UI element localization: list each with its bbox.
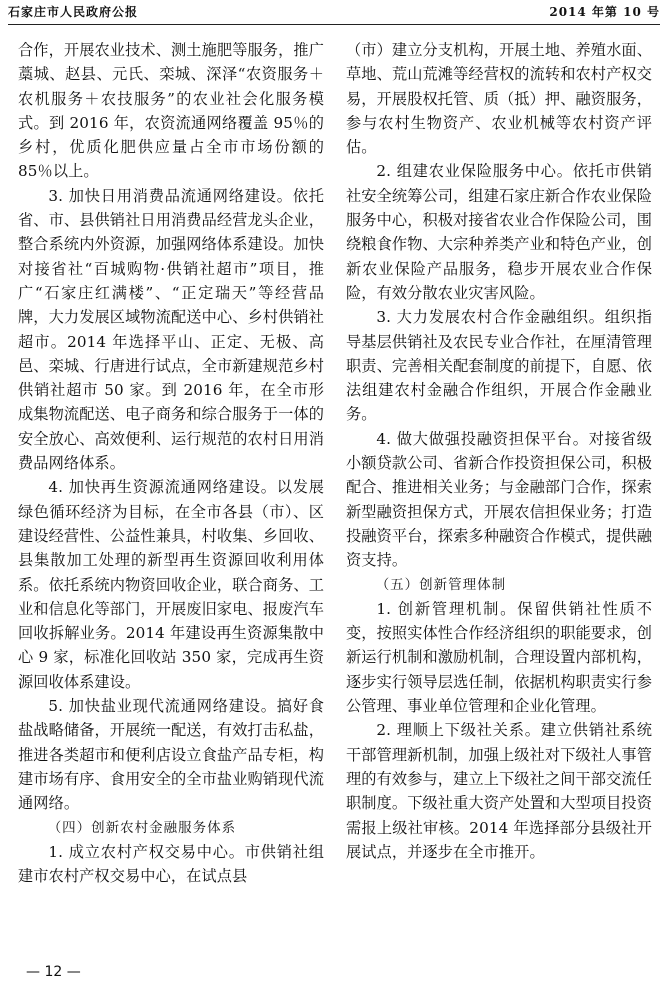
- page-number: — 12 —: [26, 964, 81, 980]
- paragraph: 2. 组建农业保险服务中心。依托市供销社安全统筹公司，组建石家庄新合作农业保险服务中心，积极对接省农业合作保险公司，围绕粮食作物、大宗种养类产业和特色产业，创新农业保险产品服务，稳步开展农业合作保险，有效分散农业灾害风险。: [346, 162, 652, 302]
- paragraph: 3. 加快日用消费品流通网络建设。依托省、市、县供销社日用消费品经营龙头企业，整合系统内外资源，加强网络体系建设。加快对接省社“百城购物·供销社超市”项目，推广“石家庄红满楼”、“正定瑞天”等经营品牌，大力发展区域物流配送中心、乡村供销社超市。2014 年选择平山、正定、无极、高邑、栾城、行唐进行试点，全市新建规范乡村供销社超市 50 家。到 2016 年，在全市形成集物流配送、电子商务和综合服务于一体的安全放心、高效便利、运行规范的农村日用消费品网络体系。: [18, 186, 324, 473]
- paragraph: 2. 理顺上下级社关系。建立供销社系统干部管理新机制，加强上级社对下级社人事管理的有效参与，建立上下级社之间干部交流任职制度。下级社重大资产处置和大型项目投资需报上级社审核。2014 年选择部分县级社开展试点，并逐步在全市推开。: [346, 721, 652, 861]
- paragraph: 4. 加快再生资源流通网络建设。以发展绿色循环经济为目标，在全市各县（市）、区建设经营性、公益性兼具，村收集、乡回收、县集散加工处理的新型再生资源回收利用体系。依托系统内物资回收企业，联合商务、工业和信息化等部门，开展废旧家电、报废汽车回收拆解业务。2014 年建设再生资源集散中心 9 家，标准化回收站 350 家，完成再生资源回收体系建设。: [18, 478, 324, 691]
- paragraph: 1. 成立农村产权交易中心。市供销社组建市农村产权交易中心，在试点县: [18, 842, 324, 886]
- paragraph: 1. 创新管理机制。保留供销社性质不变，按照实体性合作经济组织的职能要求，创新运行机制和激励机制，合理设置内部机构，逐步实行领导层选任制，依据机构职责实行参公管理、事业单位管理和企业化管理。: [346, 599, 652, 716]
- section-heading: （四）创新农村金融服务体系: [47, 819, 237, 836]
- paragraph: （市）建立分支机构，开展土地、养殖水面、草地、荒山荒滩等经营权的流转和农村产权交易，开展股权托管、质（抵）押、融资服务，参与农村生物资产、农业机械等农村资产评估。: [346, 41, 652, 157]
- paragraph: 3. 大力发展农村合作金融组织。组织指导基层供销社及农民专业合作社，在厘清管理职责、完善相关配套制度的前提下，自愿、依法组建农村金融合作组织，开展合作金融业务。: [346, 308, 652, 424]
- paragraph: 5. 加快盐业现代流通网络建设。搞好食盐战略储备，开展统一配送，有效打击私盐，推进各类超市和便利店设立食盐产品专柜，构建市场有序、食用安全的全市盐业购销现代流通网络。: [18, 697, 324, 813]
- running-header: [8, 0, 660, 25]
- left-text-column: [18, 38, 324, 888]
- issue-number: 2014 年第 10 号: [549, 5, 660, 19]
- paragraph: 4. 做大做强投融资担保平台。对接省级小额贷款公司、省新合作投资担保公司，积极配合、推进相关业务；与金融部门合作，探索新型融资担保方式，开展农信担保业务；打造投融资平台，探索多种融资合作模式，提供融资支持。: [346, 429, 652, 570]
- publication-title: 石家庄市人民政府公报: [8, 5, 139, 19]
- paragraph: 合作，开展农业技术、测土施肥等服务，推广藁城、赵县、元氏、栾城、深泽“农资服务＋农机服务＋农技服务”的农业社会化服务模式。到 2016 年，农资流通网络覆盖 95％的乡村，优质化肥供应量占全市市场份额的 85％以上。: [18, 41, 324, 181]
- section-heading: （五）创新管理体制: [375, 576, 507, 593]
- right-text-column: [346, 38, 652, 864]
